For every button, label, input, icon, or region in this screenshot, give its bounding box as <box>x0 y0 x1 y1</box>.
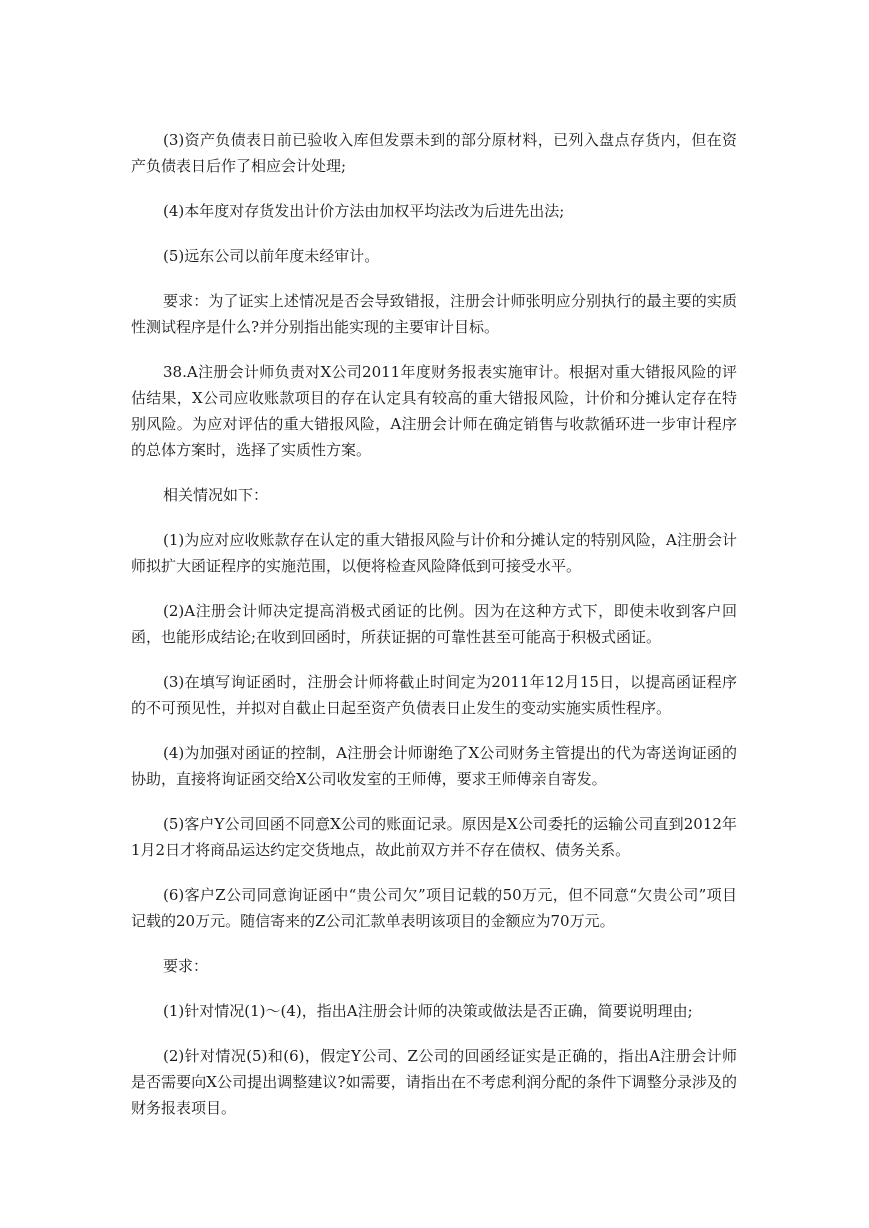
paragraph-case-3: (3)在填写询证函时，注册会计师将截止时间定为2011年12月15日，以提高函证程序的不可预见性，并拟对自截止日起至资产负债表日止发生的变动实施实质性程序。 <box>131 673 737 717</box>
paragraph-case-4: (4)为加强对函证的控制，A注册会计师谢绝了X公司财务主管提出的代为寄送询证函的协助，直接将询证函交给X公司收发室的王师傅，要求王师傅亲自寄发。 <box>131 744 737 788</box>
paragraph-requirement-1: (1)针对情况(1)～(4)，指出A注册会计师的决策或做法是否正确，简要说明理由; <box>163 1002 693 1020</box>
paragraph-requirement-2: (2)针对情况(5)和(6)，假定Y公司、Z公司的回函经证实是正确的，指出A注册会计师是否需要向X公司提出调整建议?如需要，请指出在不考虑利润分配的条件下调整分录涉及的财务报表项目。 <box>131 1047 737 1117</box>
document-body <box>131 127 737 1140</box>
paragraph-situation-3: (3)资产负债表日前已验收入库但发票未到的部分原材料，已列入盘点存货内，但在资产负债表日后作了相应会计处理; <box>131 131 737 175</box>
paragraph-requirements-heading: 要求： <box>163 957 209 975</box>
paragraph-case-1: (1)为应对应收账款存在认定的重大错报风险与计价和分摊认定的特别风险，A注册会计师拟扩大函证程序的实施范围，以便将检查风险降低到可接受水平。 <box>131 531 737 575</box>
paragraph-case-2: (2)A注册会计师决定提高消极式函证的比例。因为在这种方式下，即使未收到客户回函，也能形成结论;在收到回函时，所获证据的可靠性甚至可能高于积极式函证。 <box>131 602 737 646</box>
paragraph-situation-4: (4)本年度对存货发出计价方法由加权平均法改为后进先出法; <box>163 202 565 220</box>
paragraph-related-info-heading: 相关情况如下： <box>163 486 269 504</box>
paragraph-case-5: (5)客户Y公司回函不同意X公司的账面记录。原因是X公司委托的运输公司直到2012年1月2日才将商品运达约定交货地点，故此前双方并不存在债权、债务关系。 <box>131 815 737 859</box>
paragraph-requirement-37: 要求：为了证实上述情况是否会导致错报，注册会计师张明应分别执行的最主要的实质性测试程序是什么?并分别指出能实现的主要审计目标。 <box>131 292 737 336</box>
paragraph-question-38: 38.A注册会计师负责对X公司2011年度财务报表实施审计。根据对重大错报风险的评估结果，X公司应收账款项目的存在认定具有较高的重大错报风险，计价和分摊认定存在特别风险。为应对评估的重大错报风险，A注册会计师在确定销售与收款循环进一步审计程序的总体方案时，选择了实质性方案。 <box>131 363 737 459</box>
paragraph-situation-5: (5)远东公司以前年度未经审计。 <box>163 247 380 265</box>
paragraph-case-6: (6)客户Z公司同意询证函中“贵公司欠”项目记载的50万元，但不同意“欠贵公司”项目记载的20万元。随信寄来的Z公司汇款单表明该项目的金额应为70万元。 <box>131 886 737 930</box>
